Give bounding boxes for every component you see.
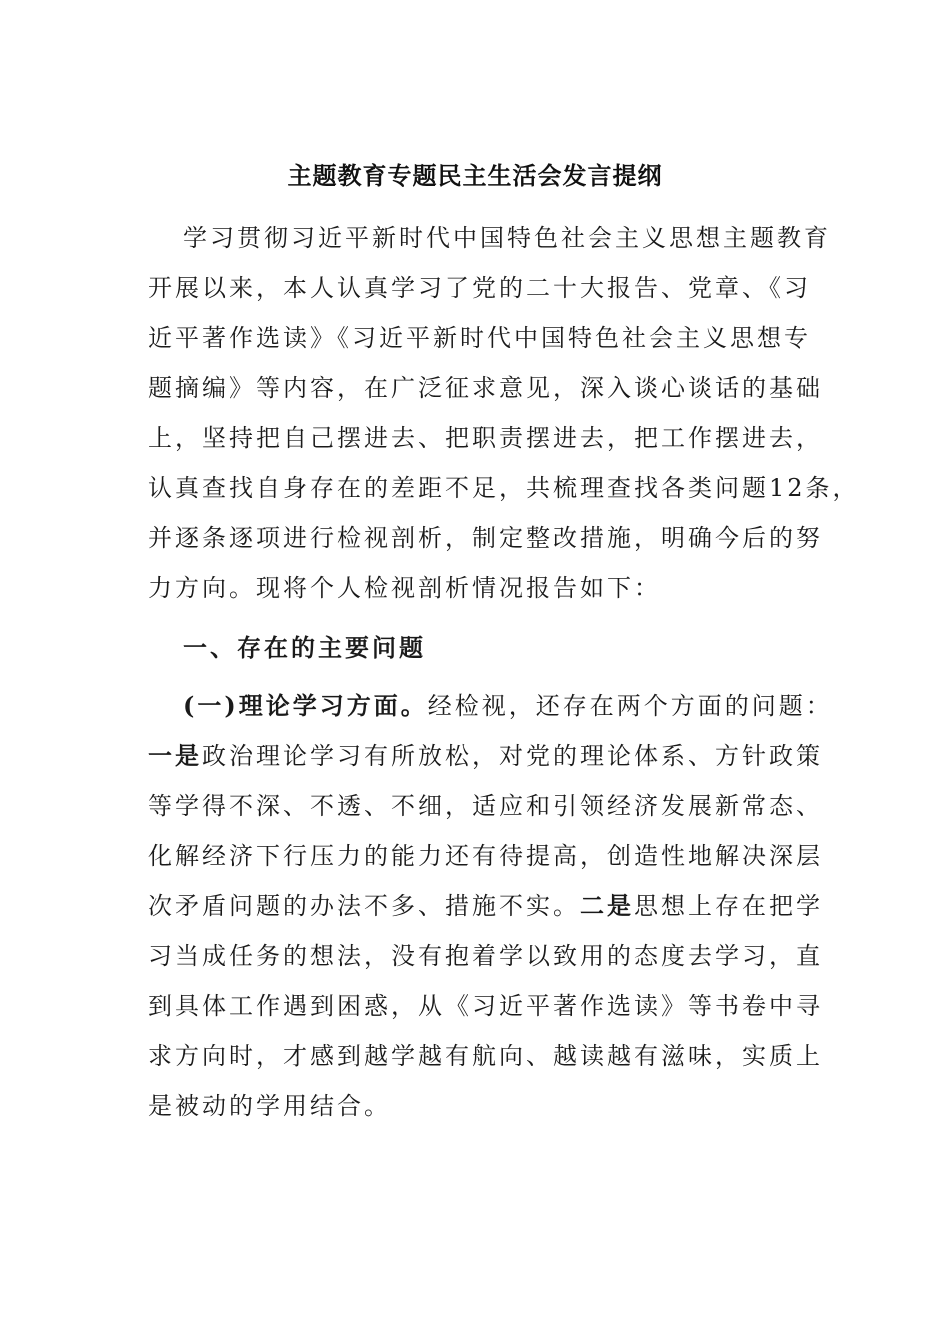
paragraph-line: 等学得不深、不透、不细，适应和引领经济发展新常态、 [148,792,823,820]
paragraph-line [148,890,823,922]
subsection-label: (一)理论学习方面。 [183,691,428,720]
paragraph-line: 求方向时，才感到越学越有航向、越读越有滋味，实质上 [148,1042,823,1070]
point-label: 二是 [580,891,634,920]
paragraph-line [183,690,833,722]
intro-line: 开展以来，本人认真学习了党的二十大报告、党章、《习 [148,274,811,302]
paragraph-line: 化解经济下行压力的能力还有待提高，创造性地解决深层 [148,842,823,870]
intro-line: 上，坚持把自己摆进去、把职责摆进去，把工作摆进去， [148,424,823,452]
intro-line: 题摘编》等内容，在广泛征求意见，深入谈心谈话的基础 [148,374,823,402]
document-title: 主题教育专题民主生活会发言提纲 [287,161,663,190]
paragraph-text: 经检视，还存在两个方面的问题： [427,692,833,720]
paragraph-text: 次矛盾问题的办法不多、措施不实。 [148,892,580,920]
intro-line: 认真查找自身存在的差距不足，共梳理查找各类问题12条， [148,474,860,502]
intro-line: 力方向。现将个人检视剖析情况报告如下： [148,574,661,602]
paragraph-text: 思想上存在把学 [634,892,823,920]
paragraph-line: 是被动的学用结合。 [148,1092,391,1120]
paragraph-line [148,740,823,772]
section-heading: 一、存在的主要问题 [183,633,426,662]
paragraph-line: 到具体工作遇到困惑，从《习近平著作选读》等书卷中寻 [148,992,823,1020]
intro-line: 学习贯彻习近平新时代中国特色社会主义思想主题教育 [183,224,831,252]
intro-line: 并逐条逐项进行检视剖析，制定整改措施，明确今后的努 [148,524,823,552]
paragraph-line: 习当成任务的想法，没有抱着学以致用的态度去学习，直 [148,942,823,970]
intro-line: 近平著作选读》《习近平新时代中国特色社会主义思想专 [148,324,811,352]
paragraph-text: 政治理论学习有所放松，对党的理论体系、方针政策 [202,742,823,770]
point-label: 一是 [148,741,202,770]
